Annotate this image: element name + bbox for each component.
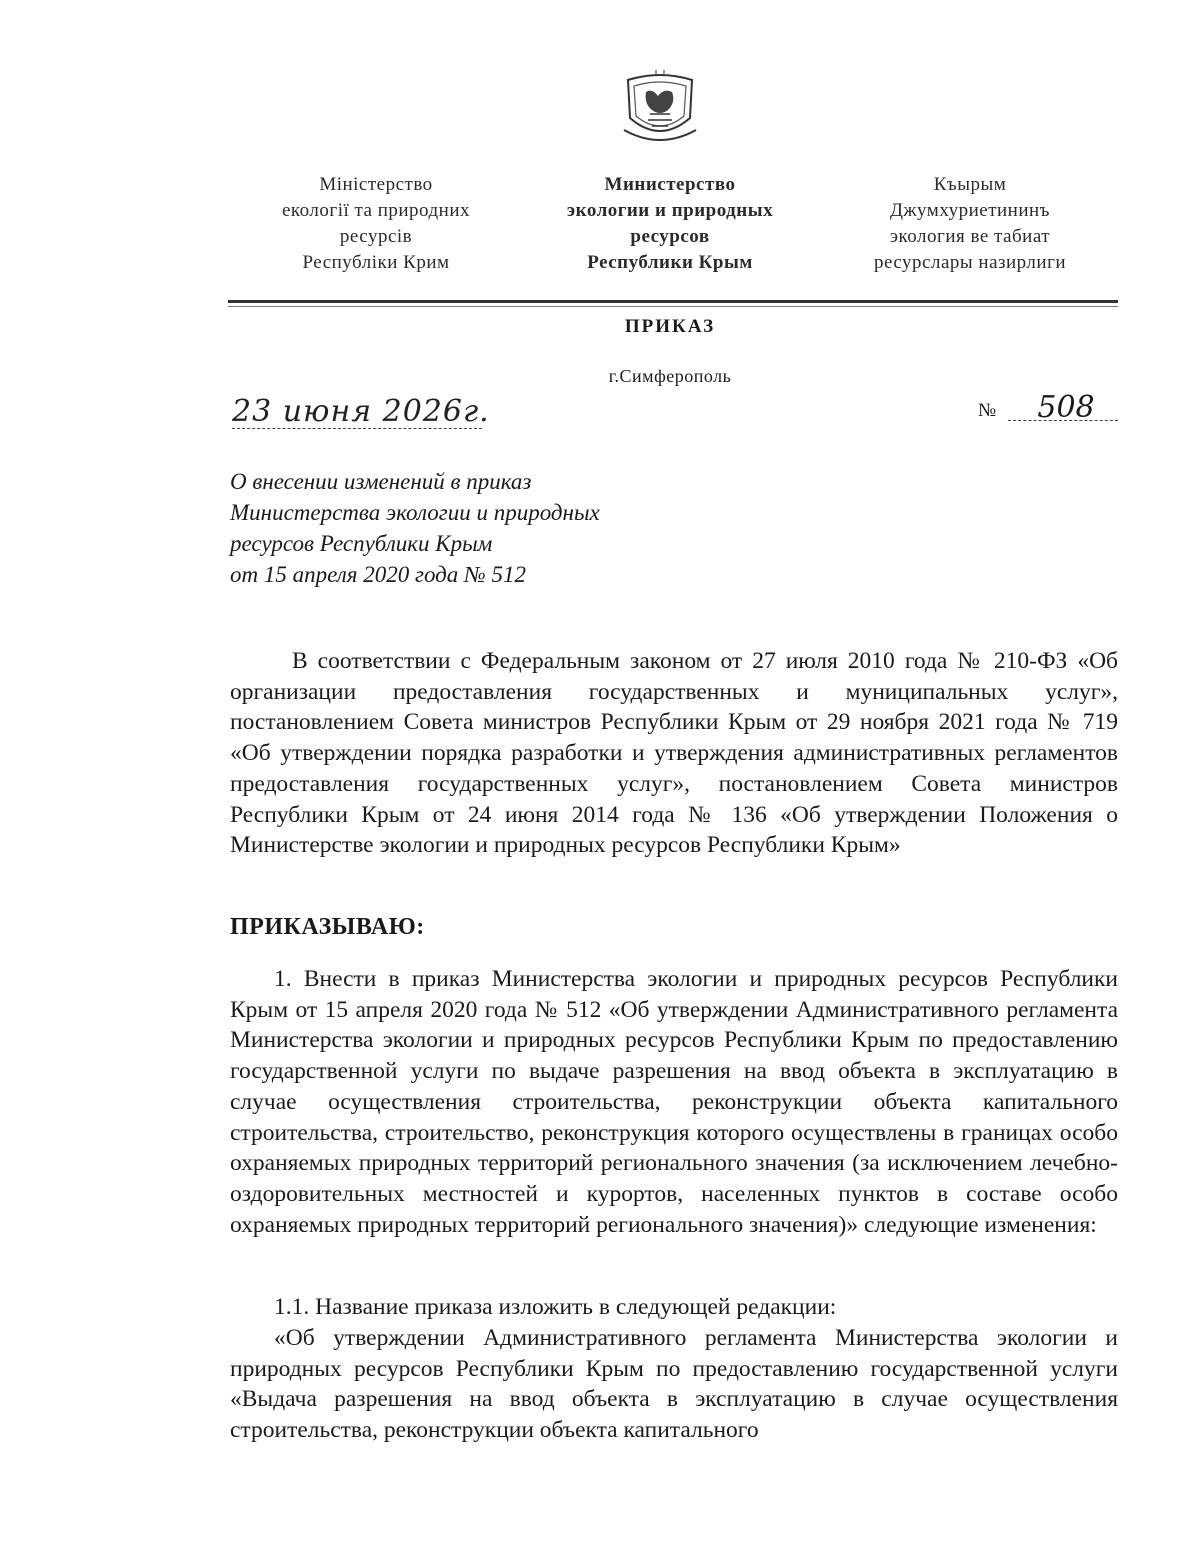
- ministry-ru-line: Республики Крым: [587, 252, 753, 273]
- header-divider: [228, 300, 1118, 303]
- ministry-ru-line: ресурсов: [630, 226, 710, 247]
- order-quote-paragraph: «Об утверждении Административного регламента Министерства экологии и природных ресурсов Республики Крым по предоставлению государственной услуги «Выдача разрешения на ввод объекта в эксплуатацию в случае осуществления строительства, реконструкции объекта капитального: [230, 1325, 1118, 1444]
- subject-line: от 15 апреля 2020 года № 512: [230, 562, 526, 587]
- ministry-name-ukrainian: [246, 172, 506, 276]
- legal-basis-paragraph: В соответствии с Федеральным законом от 27 июля 2010 года № 210-ФЗ «Об организации предоставления государственных и муниципальных услуг», постановлением Совета министров Республики Крым от 29 ноября 2021 года № 719 «Об утверждении порядка разработки и утверждения административных регламентов предоставления государственных услуг», постановлением Совета министров Республики Крым от 24 июня 2014 года № 136 «Об утверждении Положения о Министерстве экологии и природных ресурсов Республики Крым»: [230, 648, 1118, 859]
- document-city: г.Симферополь: [608, 366, 732, 386]
- header-divider-thin: [228, 306, 1118, 307]
- order-item-1-1: 1.1. Название приказа изложить в следующей редакции:: [274, 1294, 837, 1320]
- ministry-ua-line: Республіки Крим: [302, 252, 450, 273]
- document-subject: [230, 466, 700, 590]
- ministry-ua-line: Міністерство: [319, 174, 433, 195]
- document-number: 508: [1037, 390, 1095, 425]
- ministry-ct-line: ресурслары назирлиги: [873, 252, 1067, 273]
- ministry-ct-line: экология ве табиат: [889, 226, 1051, 247]
- ministry-ct-line: Къырым: [933, 174, 1007, 195]
- subject-line: О внесении изменений в приказ: [230, 469, 532, 494]
- ministry-ua-line: екології та природних: [281, 200, 471, 221]
- ministry-name-russian: [540, 172, 800, 276]
- order-heading: ПРИКАЗЫВАЮ:: [230, 914, 425, 940]
- ministry-ru-line: Министерство: [604, 174, 736, 195]
- order-item-1: 1. Внести в приказ Министерства экологии и природных ресурсов Республики Крым от 15 апреля 2020 года № 512 «Об утверждении Административного регламента Министерства экологии и природных ресурсов Республики Крым по предоставлению государственной услуги по выдаче разрешения на ввод объекта в эксплуатацию в случае осуществления строительства, реконструкции объекта капитального строительства, строительство, реконструкция которого осуществлены в границах особо охраняемых природных территорий регионального значения (за исключением лечебно-оздоровительных местностей и курортов, населенных пунктов в составе особо охраняемых природных территорий регионального значения)» следующие изменения:: [230, 966, 1118, 1238]
- subject-line: ресурсов Республики Крым: [230, 531, 493, 556]
- coat-of-arms-icon: [620, 70, 700, 148]
- document-date: 23 июня 2026г.: [232, 394, 490, 429]
- ministry-name-crimean-tatar: [840, 172, 1100, 276]
- ministry-ua-line: ресурсів: [339, 226, 413, 247]
- number-label: №: [978, 400, 997, 421]
- ministry-ru-line: экологии и природных: [566, 200, 774, 221]
- ministry-ct-line: Джумхуриетининъ: [889, 200, 1051, 221]
- date-underline: [232, 428, 482, 429]
- document-type: ПРИКАЗ: [624, 316, 716, 337]
- subject-line: Министерства экологии и природных: [230, 500, 600, 525]
